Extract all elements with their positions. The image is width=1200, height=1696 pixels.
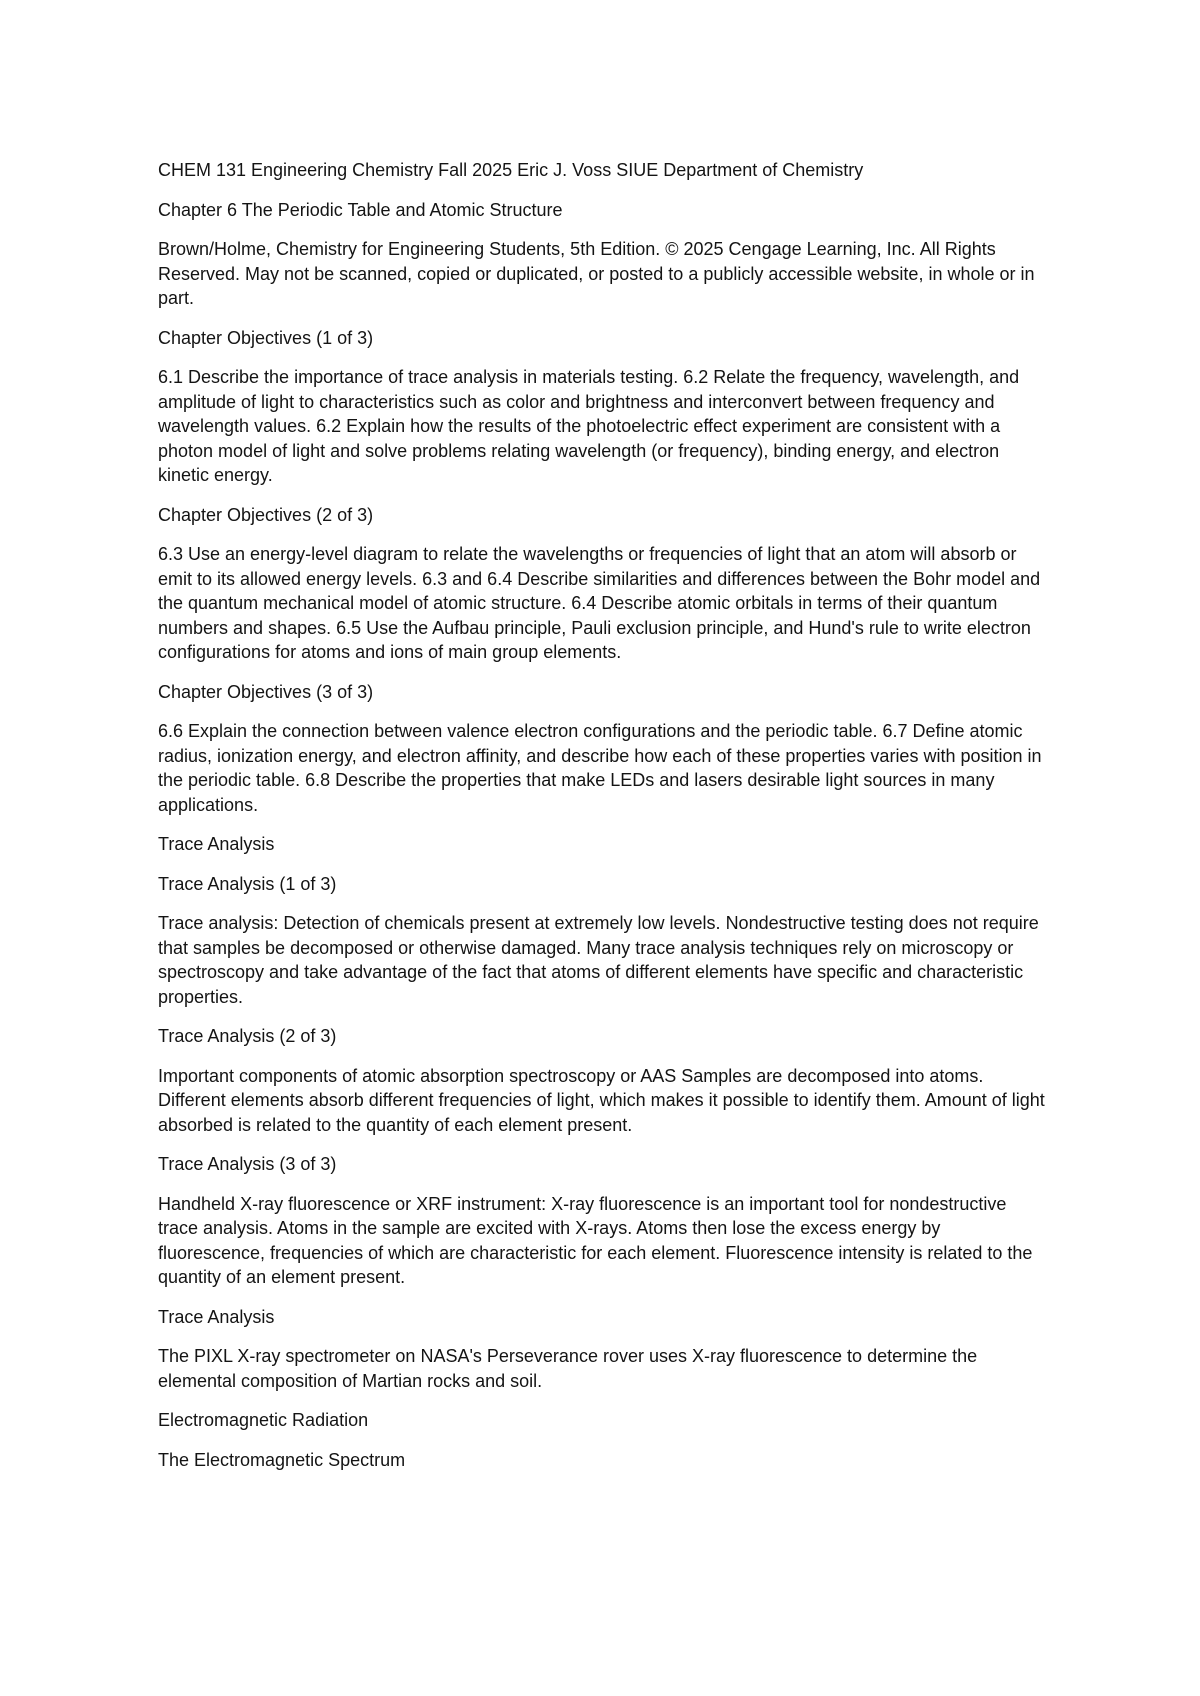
section-heading: Trace Analysis (1 of 3): [158, 873, 337, 894]
section-heading: Trace Analysis: [158, 834, 275, 854]
copyright-notice: Brown/Holme, Chemistry for Engineering Students, 5th Edition. © 2025 Cengage Learning, Inc. All Rights Reserved. May not be scanned, copied or duplicated, or posted to a publicly accessible website, in whole or in part.: [158, 239, 1035, 308]
body-paragraph: The PIXL X-ray spectrometer on NASA's Perseverance rover uses X-ray fluorescence to determine the elemental composition of Martian rocks and soil.: [158, 1346, 978, 1391]
body-paragraph: 6.1 Describe the importance of trace analysis in materials testing. 6.2 Relate the frequency, wavelength, and amplitude of light to characteristics such as color and brightness and interconvert between frequency and wavelength values. 6.2 Explain how the results of the photoelectric effect experiment are consistent with a photon model of light and solve problems relating wavelength (or frequency), binding energy, and electron kinetic energy.: [158, 367, 1020, 485]
section-heading: Chapter Objectives (3 of 3): [158, 681, 374, 702]
section-heading: Electromagnetic Radiation: [158, 1410, 369, 1430]
body-paragraph: 6.3 Use an energy-level diagram to relate the wavelengths or frequencies of light that an atom will absorb or emit to its allowed energy levels. 6.3 and 6.4 Describe similarities and differences between the Bohr model and the quantum mechanical model of atomic structure. 6.4 Describe atomic orbitals in terms of their quantum numbers and shapes. 6.5 Use the Aufbau principle, Pauli exclusion principle, and Hund's rule to write electron configurations for atoms and ions of main group elements.: [158, 544, 1041, 662]
section-heading: The Electromagnetic Spectrum: [158, 1449, 406, 1470]
body-paragraph: Important components of atomic absorption spectroscopy or AAS Samples are decomposed into atoms. Different elements absorb different frequencies of light, which makes it possible to identify them. Amount of light absorbed is related to the quantity of each element present.: [158, 1065, 1045, 1135]
body-paragraph: Trace analysis: Detection of chemicals present at extremely low levels. Nondestructive testing does not require that samples be decomposed or otherwise damaged. Many trace analysis techniques rely on microscopy or spectroscopy and take advantage of the fact that atoms of different elements have specific and characteristic properties.: [158, 913, 1039, 1007]
course-header: CHEM 131 Engineering Chemistry Fall 2025 Eric J. Voss SIUE Department of Chemistry: [158, 160, 864, 180]
section-heading: Chapter Objectives (1 of 3): [158, 327, 374, 348]
document-page: [158, 158, 1048, 1487]
body-paragraph: Handheld X-ray fluorescence or XRF instrument: X-ray fluorescence is an important tool for nondestructive trace analysis. Atoms in the sample are excited with X-rays. Atoms then lose the excess energy by fluorescence, frequencies of which are characteristic for each element. Fluorescence intensity is related to the quantity of an element present.: [158, 1193, 1033, 1287]
section-heading: Trace Analysis: [158, 1306, 275, 1327]
body-paragraph: 6.6 Explain the connection between valence electron configurations and the periodic table. 6.7 Define atomic radius, ionization energy, and electron affinity, and describe how each of these properties varies with position in the periodic table. 6.8 Describe the properties that make LEDs and lasers desirable light sources in many applications.: [158, 721, 1042, 815]
section-heading: Chapter Objectives (2 of 3): [158, 504, 374, 525]
chapter-title: Chapter 6 The Periodic Table and Atomic Structure: [158, 199, 563, 220]
section-heading: Trace Analysis (2 of 3): [158, 1026, 337, 1046]
section-heading: Trace Analysis (3 of 3): [158, 1154, 337, 1174]
